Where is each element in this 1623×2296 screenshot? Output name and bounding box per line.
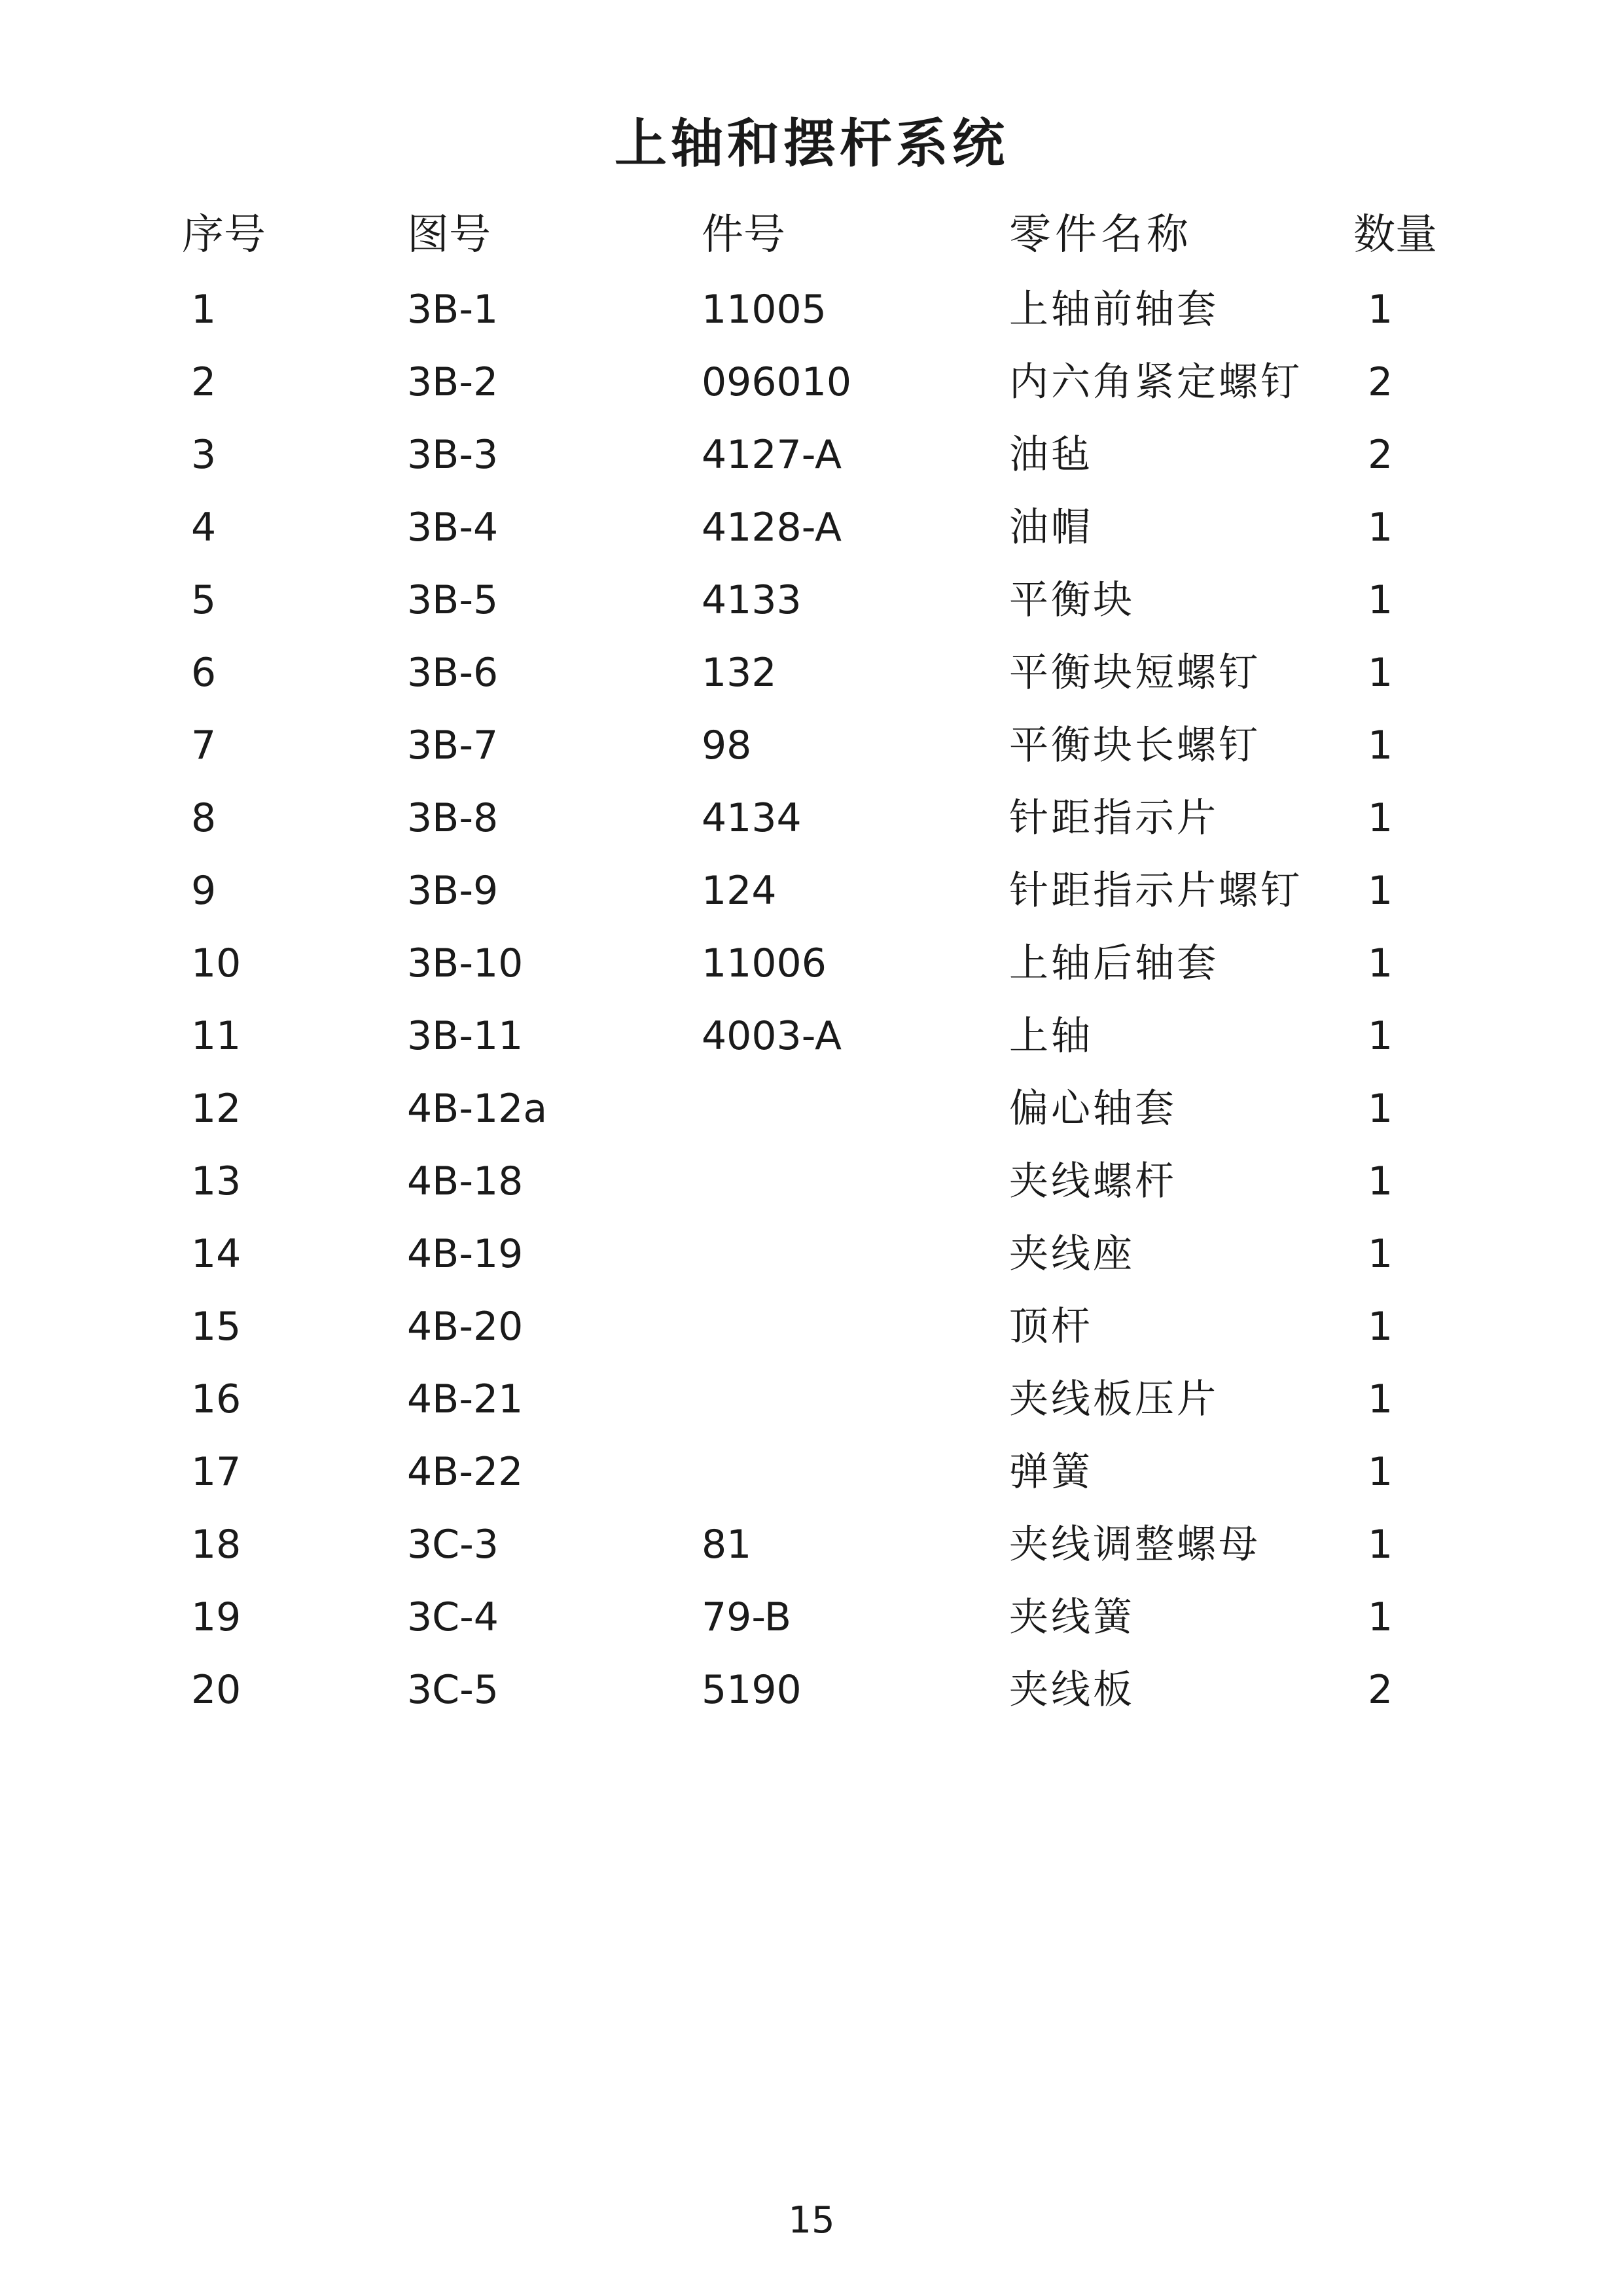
cell-figure-no: 3B-10 xyxy=(407,941,524,986)
cell-part-no: 4128-A xyxy=(702,505,842,550)
table-row xyxy=(0,1654,1623,1727)
cell-seq: 19 xyxy=(191,1594,241,1640)
table-row xyxy=(0,1436,1623,1509)
table-row xyxy=(0,564,1623,637)
cell-seq: 5 xyxy=(191,577,217,623)
cell-figure-no: 4B-21 xyxy=(407,1376,524,1422)
cell-part-name: 针距指示片螺钉 xyxy=(1009,868,1302,914)
cell-part-name: 顶杆 xyxy=(1009,1304,1093,1350)
cell-quantity: 1 xyxy=(1368,1013,1393,1059)
cell-seq: 18 xyxy=(191,1522,241,1568)
cell-figure-no: 3B-1 xyxy=(407,287,499,332)
table-row xyxy=(0,346,1623,419)
cell-part-no: 124 xyxy=(702,868,777,914)
cell-quantity: 2 xyxy=(1368,359,1393,405)
cell-quantity: 1 xyxy=(1368,505,1393,550)
cell-part-no: 4133 xyxy=(702,577,802,623)
cell-quantity: 1 xyxy=(1368,287,1393,332)
cell-quantity: 1 xyxy=(1368,941,1393,986)
cell-seq: 14 xyxy=(191,1231,241,1277)
cell-part-no: 5190 xyxy=(702,1667,802,1713)
cell-seq: 4 xyxy=(191,505,217,550)
cell-seq: 16 xyxy=(191,1376,241,1422)
cell-figure-no: 4B-19 xyxy=(407,1231,524,1277)
cell-figure-no: 3B-2 xyxy=(407,359,499,405)
cell-figure-no: 4B-20 xyxy=(407,1304,524,1350)
cell-quantity: 1 xyxy=(1368,795,1393,841)
cell-part-no: 11005 xyxy=(702,287,827,332)
cell-seq: 2 xyxy=(191,359,217,405)
cell-seq: 15 xyxy=(191,1304,241,1350)
table-header-row xyxy=(0,196,1623,274)
cell-seq: 7 xyxy=(191,723,217,768)
cell-part-name: 油帽 xyxy=(1009,505,1093,550)
cell-quantity: 1 xyxy=(1368,1304,1393,1350)
table-row xyxy=(0,274,1623,346)
cell-figure-no: 3C-5 xyxy=(407,1667,499,1713)
cell-part-no: 4003-A xyxy=(702,1013,842,1059)
cell-part-no: 79-B xyxy=(702,1594,792,1640)
cell-quantity: 1 xyxy=(1368,1158,1393,1204)
cell-part-name: 针距指示片 xyxy=(1009,795,1219,841)
cell-seq: 12 xyxy=(191,1086,241,1132)
cell-quantity: 1 xyxy=(1368,868,1393,914)
page-number: 15 xyxy=(788,2199,835,2242)
cell-part-name: 平衡块长螺钉 xyxy=(1009,723,1260,768)
header-figure-no: 图号 xyxy=(407,211,491,259)
cell-figure-no: 3B-8 xyxy=(407,795,499,841)
cell-part-name: 上轴前轴套 xyxy=(1009,287,1219,332)
cell-part-name: 上轴 xyxy=(1009,1013,1093,1059)
cell-part-name: 弹簧 xyxy=(1009,1449,1093,1495)
cell-part-no: 81 xyxy=(702,1522,752,1568)
cell-part-name: 内六角紧定螺钉 xyxy=(1009,359,1302,405)
table-row xyxy=(0,1509,1623,1581)
cell-seq: 1 xyxy=(191,287,217,332)
table-row xyxy=(0,1581,1623,1654)
cell-part-no: 4127-A xyxy=(702,432,842,478)
cell-part-name: 夹线板 xyxy=(1009,1667,1135,1713)
cell-part-name: 夹线调整螺母 xyxy=(1009,1522,1260,1568)
cell-part-no: 4134 xyxy=(702,795,802,841)
table-row xyxy=(0,1291,1623,1363)
cell-part-name: 夹线螺杆 xyxy=(1009,1158,1177,1204)
cell-seq: 20 xyxy=(191,1667,241,1713)
cell-figure-no: 3C-3 xyxy=(407,1522,499,1568)
cell-part-no: 98 xyxy=(702,723,752,768)
cell-figure-no: 3C-4 xyxy=(407,1594,499,1640)
cell-quantity: 1 xyxy=(1368,1231,1393,1277)
table-row xyxy=(0,1073,1623,1145)
parts-table xyxy=(0,196,1623,1727)
header-part-name: 零件名称 xyxy=(1009,211,1192,259)
cell-quantity: 2 xyxy=(1368,432,1393,478)
cell-seq: 3 xyxy=(191,432,217,478)
cell-figure-no: 3B-3 xyxy=(407,432,499,478)
table-row xyxy=(0,927,1623,1000)
page-title: 上轴和摆杆系统 xyxy=(615,113,1008,174)
cell-figure-no: 3B-11 xyxy=(407,1013,524,1059)
cell-figure-no: 4B-12a xyxy=(407,1086,548,1132)
table-row xyxy=(0,1145,1623,1218)
cell-seq: 8 xyxy=(191,795,217,841)
cell-part-name: 油毡 xyxy=(1009,432,1093,478)
cell-quantity: 1 xyxy=(1368,1376,1393,1422)
cell-figure-no: 4B-18 xyxy=(407,1158,524,1204)
header-part-no: 件号 xyxy=(702,211,785,259)
cell-figure-no: 4B-22 xyxy=(407,1449,524,1495)
cell-part-no: 096010 xyxy=(702,359,852,405)
table-row xyxy=(0,709,1623,782)
cell-part-name: 夹线座 xyxy=(1009,1231,1135,1277)
cell-part-name: 偏心轴套 xyxy=(1009,1086,1177,1132)
cell-part-name: 平衡块 xyxy=(1009,577,1135,623)
cell-seq: 10 xyxy=(191,941,241,986)
cell-seq: 17 xyxy=(191,1449,241,1495)
cell-seq: 11 xyxy=(191,1013,241,1059)
cell-figure-no: 3B-9 xyxy=(407,868,499,914)
cell-seq: 13 xyxy=(191,1158,241,1204)
cell-quantity: 1 xyxy=(1368,723,1393,768)
cell-part-name: 上轴后轴套 xyxy=(1009,941,1219,986)
cell-quantity: 1 xyxy=(1368,1594,1393,1640)
table-row xyxy=(0,1218,1623,1291)
cell-figure-no: 3B-4 xyxy=(407,505,499,550)
cell-figure-no: 3B-5 xyxy=(407,577,499,623)
table-row xyxy=(0,637,1623,709)
table-row xyxy=(0,1000,1623,1073)
cell-figure-no: 3B-7 xyxy=(407,723,499,768)
cell-part-name: 夹线板压片 xyxy=(1009,1376,1219,1422)
cell-seq: 9 xyxy=(191,868,217,914)
cell-part-name: 夹线簧 xyxy=(1009,1594,1135,1640)
cell-quantity: 1 xyxy=(1368,1086,1393,1132)
cell-quantity: 2 xyxy=(1368,1667,1393,1713)
table-row xyxy=(0,855,1623,927)
cell-seq: 6 xyxy=(191,650,217,696)
cell-quantity: 1 xyxy=(1368,1449,1393,1495)
cell-figure-no: 3B-6 xyxy=(407,650,499,696)
cell-part-name: 平衡块短螺钉 xyxy=(1009,650,1260,696)
header-seq: 序号 xyxy=(182,211,266,259)
cell-quantity: 1 xyxy=(1368,577,1393,623)
table-row xyxy=(0,782,1623,855)
table-row xyxy=(0,492,1623,564)
table-row xyxy=(0,419,1623,492)
table-row xyxy=(0,1363,1623,1436)
header-quantity: 数量 xyxy=(1353,211,1437,259)
cell-quantity: 1 xyxy=(1368,650,1393,696)
cell-part-no: 132 xyxy=(702,650,777,696)
cell-part-no: 11006 xyxy=(702,941,827,986)
cell-quantity: 1 xyxy=(1368,1522,1393,1568)
